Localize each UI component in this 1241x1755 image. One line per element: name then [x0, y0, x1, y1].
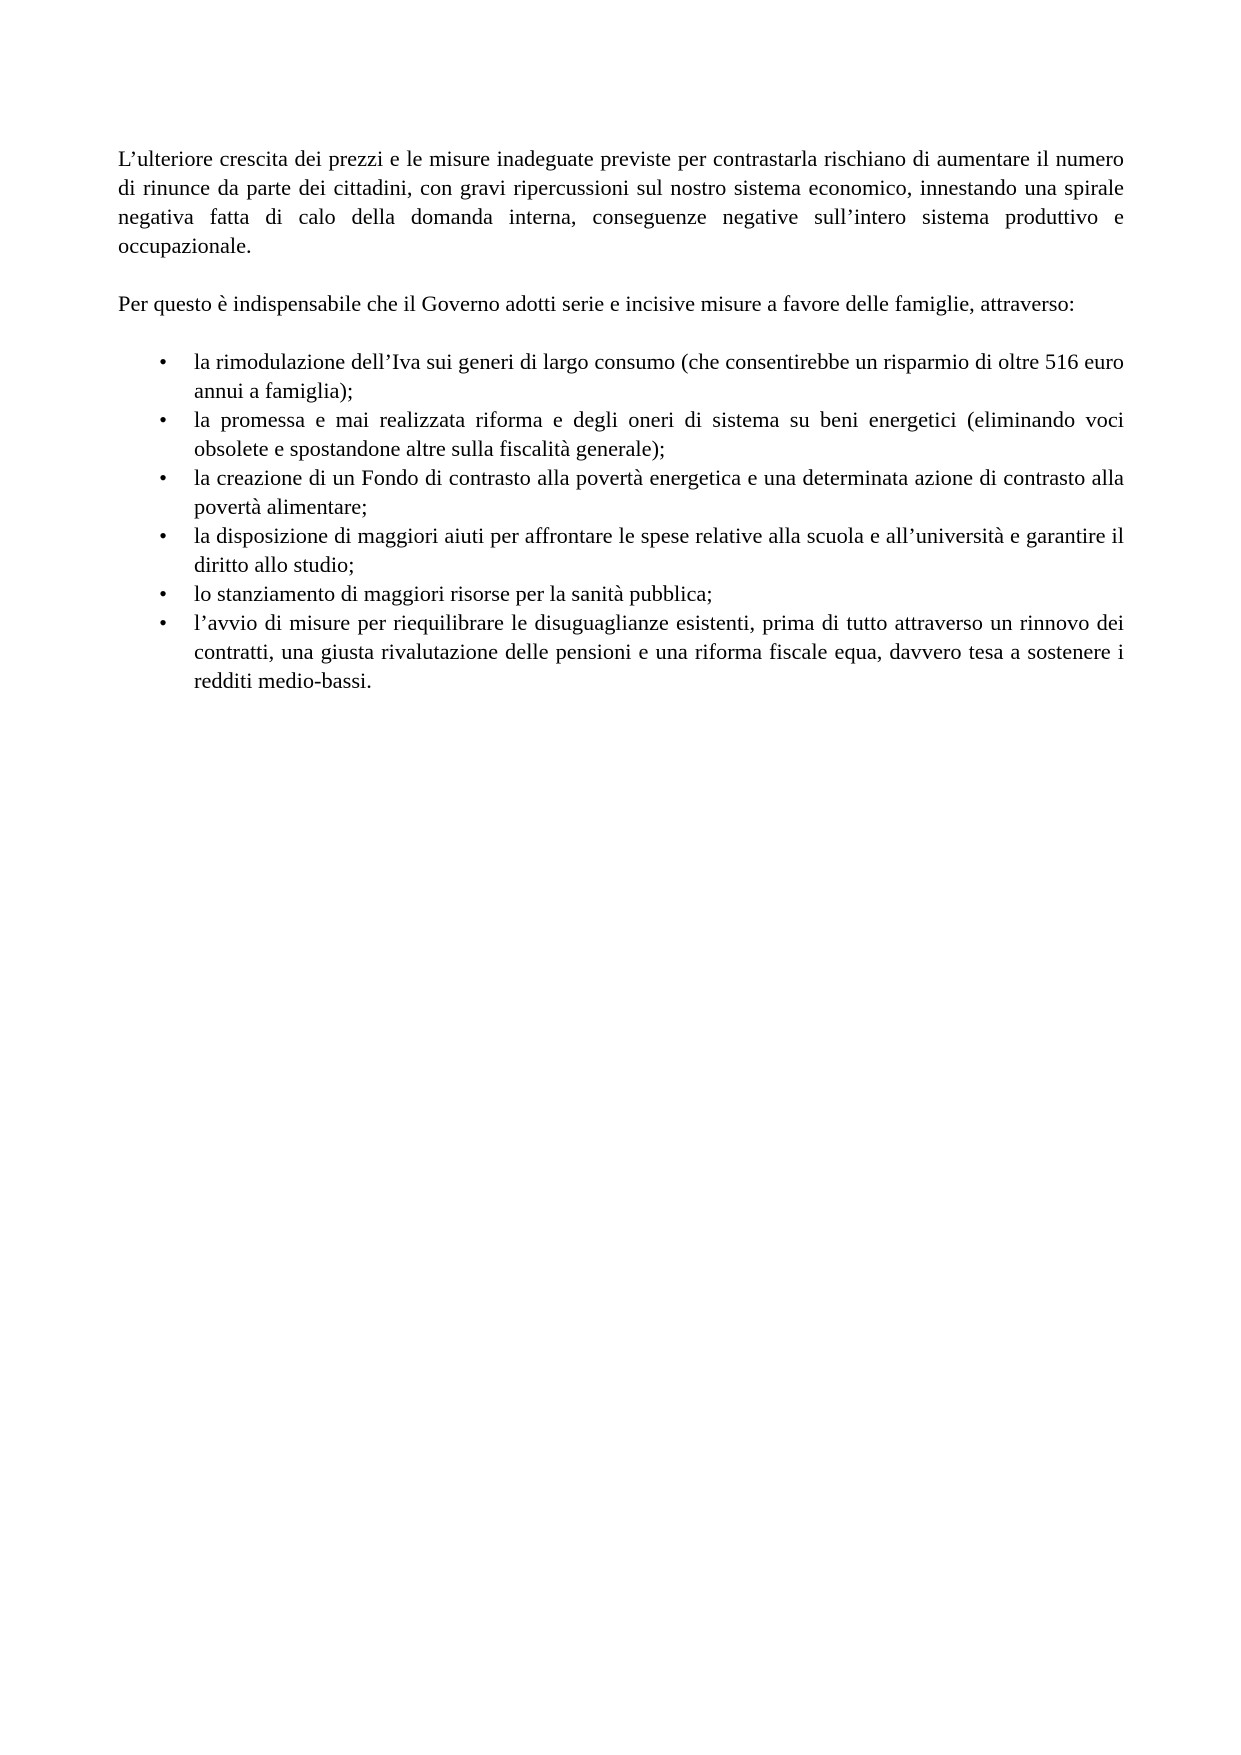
- paragraph-government-measures: Per questo è indispensabile che il Governo adotti serie e incisive misure a favore delle famiglie, attraverso:: [118, 291, 1075, 316]
- list-item-text: la rimodulazione dell’Iva sui generi di largo consumo (che consentirebbe un risparmio di oltre 516 euro annui a famiglia);: [194, 349, 1124, 403]
- bullet-icon: •: [159, 610, 167, 635]
- measures-list: [118, 347, 1124, 695]
- list-item-text: lo stanziamento di maggiori risorse per la sanità pubblica;: [194, 581, 713, 606]
- bullet-icon: •: [159, 349, 167, 374]
- list-item: [118, 608, 1124, 695]
- list-item: [118, 347, 1124, 405]
- list-item: [118, 521, 1124, 579]
- bullet-icon: •: [159, 407, 167, 432]
- bullet-icon: •: [159, 581, 167, 606]
- document-page: [118, 144, 1124, 695]
- list-item-text: la creazione di un Fondo di contrasto alla povertà energetica e una determinata azione di contrasto alla povertà alimentare;: [194, 465, 1124, 519]
- list-item: [118, 463, 1124, 521]
- list-item-text: la promessa e mai realizzata riforma e degli oneri di sistema su beni energetici (eliminando voci obsolete e spostandone altre sulla fiscalità generale);: [194, 407, 1124, 461]
- list-item-text: la disposizione di maggiori aiuti per affrontare le spese relative alla scuola e all’università e garantire il diritto allo studio;: [194, 523, 1124, 577]
- bullet-icon: •: [159, 523, 167, 548]
- list-item: [118, 405, 1124, 463]
- bullet-icon: •: [159, 465, 167, 490]
- list-item-text: l’avvio di misure per riequilibrare le disuguaglianze esistenti, prima di tutto attraverso un rinnovo dei contratti, una giusta rivalutazione delle pensioni e una riforma fiscale equa, davvero tesa a sostenere i redditi medio-bassi.: [194, 610, 1124, 693]
- list-item: [118, 579, 1124, 608]
- paragraph-price-growth: L’ulteriore crescita dei prezzi e le misure inadeguate previste per contrastarla rischiano di aumentare il numero di rinunce da parte dei cittadini, con gravi ripercussioni sul nostro sistema economico, innestando una spirale negativa fatta di calo della domanda interna, conseguenze negative sull’intero sistema produttivo e occupazionale.: [118, 146, 1124, 258]
